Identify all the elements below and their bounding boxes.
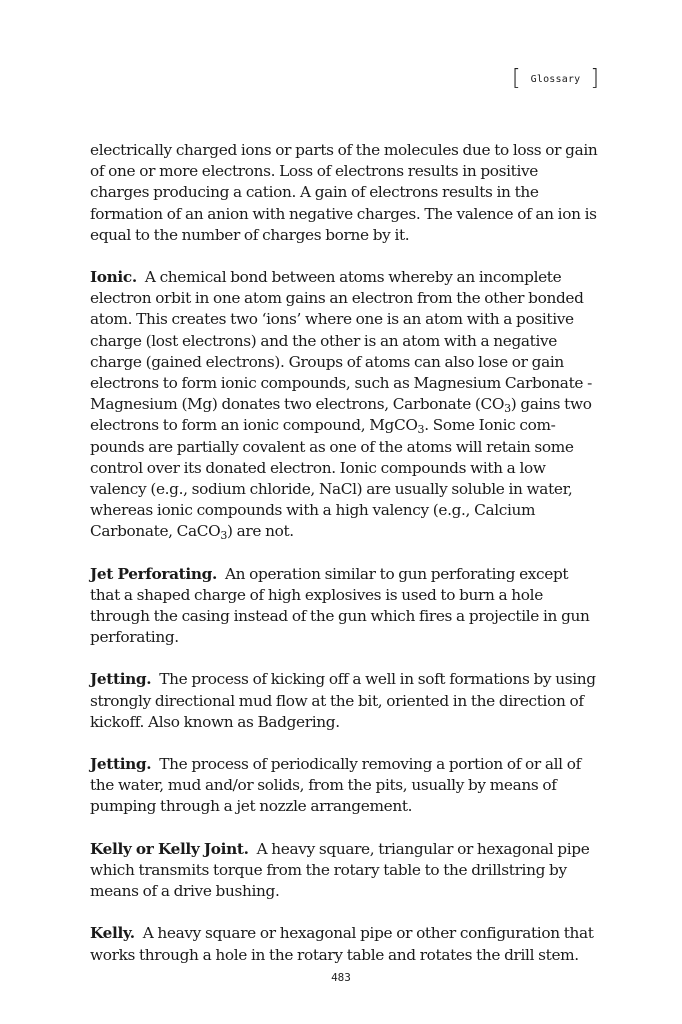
- glossary-entry-jetting-1: [90, 669, 598, 733]
- glossary-body: [90, 140, 598, 987]
- entry-text: The process of kicking off a well in soft formations by using strongly directional mud flow at the bit, oriented in the direction of kickoff. Also known as Badgering.: [90, 670, 596, 731]
- glossary-entry-jetting-2: [90, 754, 598, 818]
- entry-text-part-1: A chemical bond between atoms whereby an incomplete electron orbit in one atom gains an electron from the other bonded atom. This creates two ‘ions’ where one is an atom with a positive charge (lost electrons) and the other is an atom with a negative charge (gained electrons). Groups of atoms can also lose or gain electrons to form ionic compounds, such as Magnesium Carbonate - Magnesium (Mg) donates two electrons, Carbonate (CO: [90, 268, 592, 414]
- entry-term: Kelly or Kelly Joint.: [90, 839, 249, 858]
- entry-text-part-3: . Some Ionic com-pounds are partially covalent as one of the atoms will retain some control over its donated electron. Ionic compounds with a low valency (e.g., sodium chloride, NaCl) are usually soluble in water, whereas ionic compounds with a high valency (e.g., Calcium Carbonate, CaCO: [90, 416, 574, 541]
- entry-term: Jet Perforating.: [90, 564, 217, 583]
- glossary-entry-kelly: [90, 923, 598, 965]
- entry-text-part-4: ) are not.: [227, 522, 294, 541]
- entry-text: electrically charged ions or parts of the molecules due to loss or gain of one or more electrons. Loss of electrons results in positive charges producing a cation. A gain of electrons results in the formation of an anion with negative charges. The valence of an ion is equal to the number of charges borne by it.: [90, 141, 598, 244]
- entry-text-part-2: ) gains two electrons to form an ionic compound, MgCO: [90, 395, 592, 435]
- glossary-entry-kelly-joint: [90, 839, 598, 903]
- entry-text: An operation similar to gun perforating except that a shaped charge of high explosives is used to burn a hole through the casing instead of the gun which fires a projectile in gun perforating.: [90, 564, 590, 647]
- page-number: 483: [331, 971, 351, 984]
- header-title: Glossary: [530, 73, 581, 85]
- header-bracket-close: ]: [590, 66, 599, 91]
- entry-text: A heavy square or hexagonal pipe or other configuration that works through a hole in the rotary table and rotates the drill stem.: [90, 924, 594, 964]
- subscript: 3: [504, 402, 511, 416]
- glossary-entry-jet-perforating: [90, 564, 598, 649]
- glossary-entry-ionic: [90, 267, 598, 543]
- glossary-entry-continued: [90, 140, 598, 246]
- entry-term: Jetting.: [90, 755, 152, 774]
- header-bracket-open: [: [512, 66, 521, 91]
- entry-text: A heavy square, triangular or hexagonal pipe which transmits torque from the rotary table to the drillstring by means of a drive bushing.: [90, 839, 590, 901]
- entry-term: Kelly.: [90, 924, 135, 943]
- subscript: 3: [417, 423, 425, 437]
- subscript: 3: [220, 529, 228, 543]
- entry-text: The process of periodically removing a portion of or all of the water, mud and/or solids, from the pits, usually by means of pumping through a jet nozzle arrangement.: [90, 755, 581, 816]
- running-header: [512, 66, 599, 92]
- entry-term: Ionic.: [90, 268, 137, 287]
- entry-term: Jetting.: [90, 670, 152, 689]
